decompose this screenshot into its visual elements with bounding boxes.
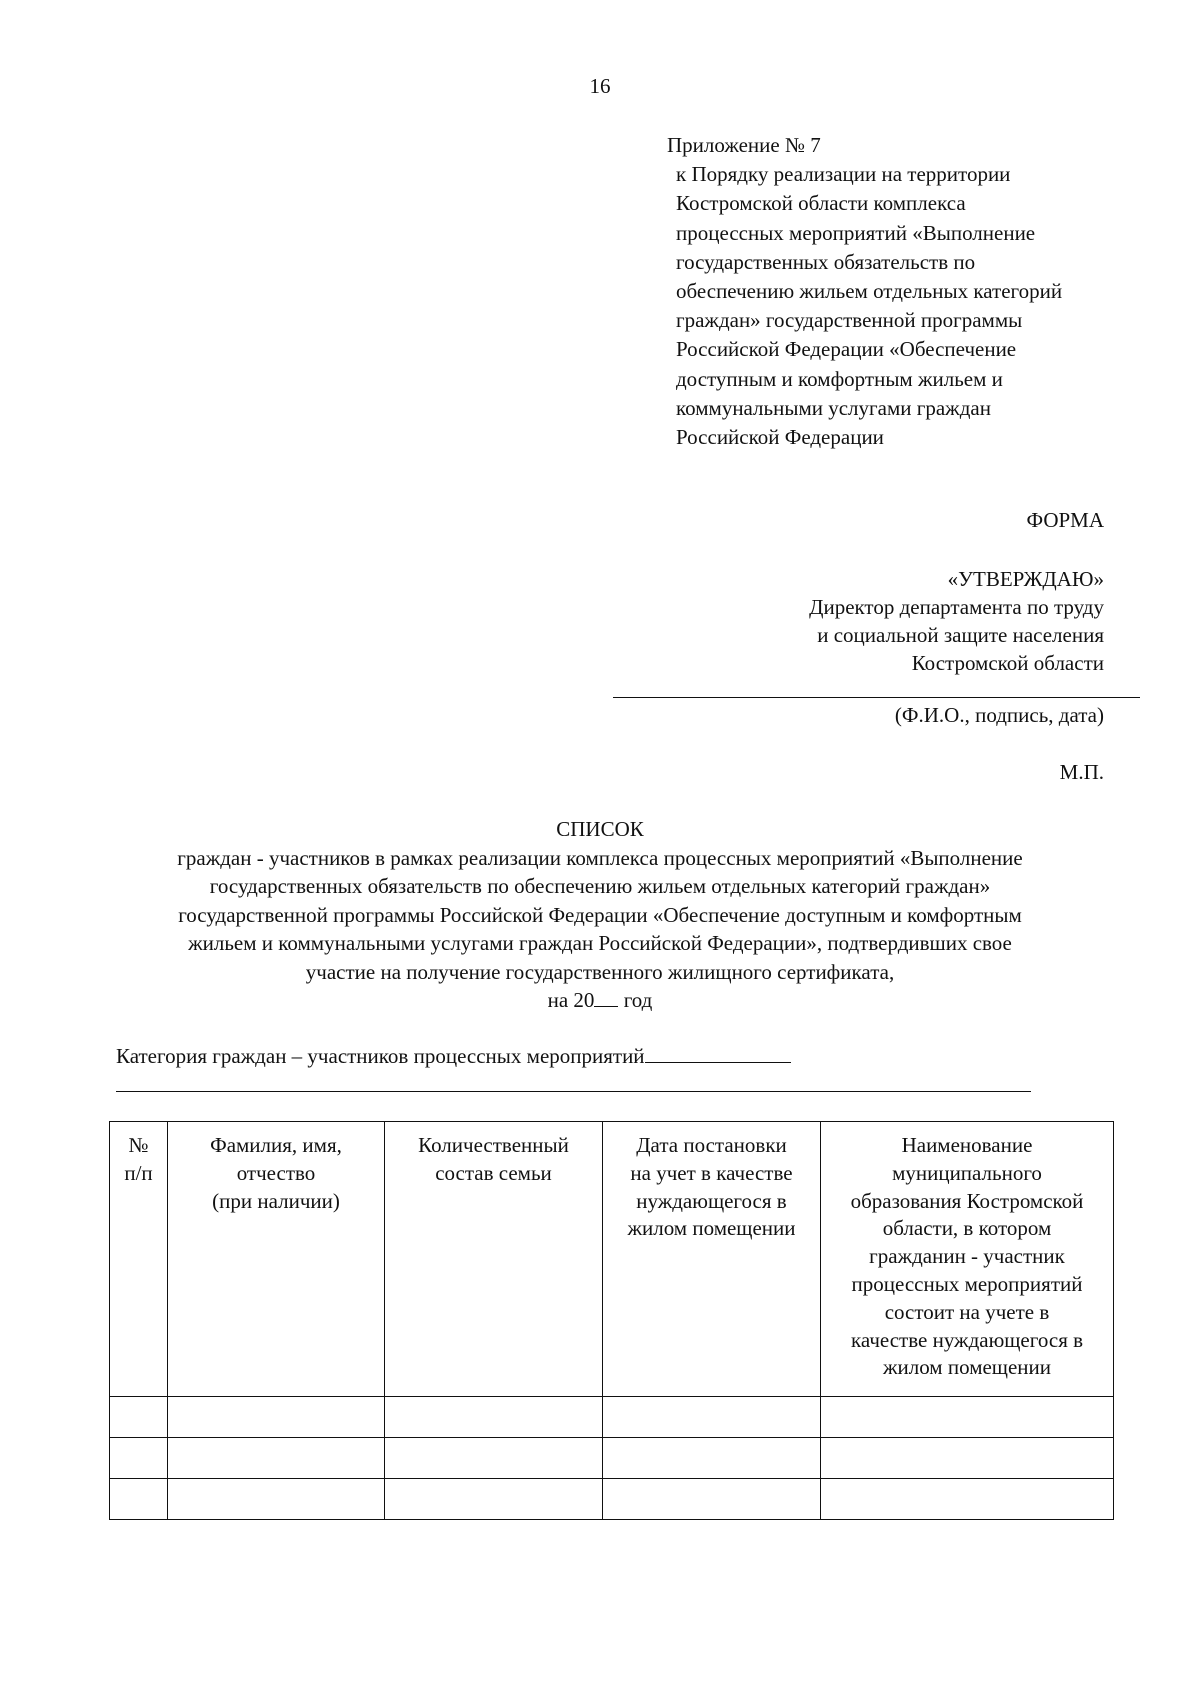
table-cell[interactable] (821, 1479, 1114, 1520)
list-line: граждан - участников в рамках реализации комплекса процессных мероприятий «Выполнение (177, 845, 1023, 870)
table-cell[interactable] (168, 1479, 385, 1520)
table-cell[interactable] (110, 1479, 168, 1520)
table-cell[interactable] (168, 1397, 385, 1438)
table-cell[interactable] (821, 1438, 1114, 1479)
page-number: 16 (589, 74, 611, 98)
table-cell[interactable] (821, 1397, 1114, 1438)
signature-line (613, 697, 1140, 698)
stamp-label: М.П. (1059, 760, 1104, 784)
appendix-title: Приложение № 7 (667, 133, 821, 157)
year-prefix: на 20 (547, 988, 595, 1012)
signature-caption: (Ф.И.О., подпись, дата) (894, 703, 1104, 727)
table-cell[interactable] (603, 1397, 821, 1438)
table-header-row (110, 1122, 1114, 1397)
table-body (110, 1397, 1114, 1520)
header-number: № п/п (110, 1122, 168, 1397)
approval-line: Костромской области (911, 651, 1104, 675)
table-cell[interactable] (385, 1397, 603, 1438)
approval-line: Директор департамента по труду (809, 595, 1104, 619)
appendix-line: граждан» государственной программы (676, 308, 1023, 333)
header-full-name: Фамилия, имя, отчество (при наличии) (168, 1122, 385, 1397)
table-cell[interactable] (168, 1438, 385, 1479)
table-cell[interactable] (603, 1438, 821, 1479)
category-line (116, 1091, 1031, 1092)
list-heading (0, 815, 1200, 1015)
list-line: жильем и коммунальными услугами граждан Российской Федерации», подтвердивших свое (188, 931, 1012, 955)
appendix-line: процессных мероприятий «Выполнение (676, 220, 1036, 245)
appendix-line: обеспечению жильем отдельных категорий (676, 279, 1063, 304)
list-title: СПИСОК (556, 817, 644, 841)
table-row (110, 1397, 1114, 1438)
table-row (110, 1438, 1114, 1479)
table-cell[interactable] (110, 1397, 168, 1438)
appendix-line: доступным и комфортным жильем и (676, 366, 1003, 391)
table-cell[interactable] (385, 1438, 603, 1479)
approval-block (809, 565, 1104, 677)
appendix-line: Российской Федерации «Обеспечение (676, 337, 1017, 362)
appendix-block (667, 131, 1063, 452)
list-year (0, 986, 1200, 1015)
year-blank (594, 990, 618, 1007)
form-label: ФОРМА (1026, 508, 1104, 532)
category-blank (645, 1044, 791, 1063)
appendix-line: государственных обязательств по (676, 249, 976, 274)
approval-title: «УТВЕРЖДАЮ» (947, 567, 1104, 591)
category-label: Категория граждан – участников процессных мероприятий (116, 1044, 645, 1068)
category-row (116, 1044, 791, 1069)
appendix-line: Костромской области комплекса (676, 191, 966, 216)
list-line: государственных обязательств по обеспечению жильем отдельных категорий граждан» (209, 874, 991, 898)
year-suffix: год (618, 988, 653, 1012)
list-line: участие на получение государственного жилищного сертификата, (305, 959, 895, 984)
appendix-line: к Порядку реализации на территории (676, 162, 1011, 187)
table-row (110, 1479, 1114, 1520)
appendix-line: Российской Федерации (676, 425, 884, 450)
header-municipality: Наименование муниципального образования Костромской области, в котором гражданин - участник процессных мероприятий состоит на учете в качестве нуждающегося в жилом помещении (821, 1122, 1114, 1397)
list-line: государственной программы Российской Федерации «Обеспечение доступным и комфортным (178, 902, 1022, 927)
header-registration-date: Дата постановки на учет в качестве нуждающегося в жилом помещении (603, 1122, 821, 1397)
citizens-table (109, 1121, 1114, 1520)
table-cell[interactable] (385, 1479, 603, 1520)
header-family-size: Количественный состав семьи (385, 1122, 603, 1397)
table-cell[interactable] (603, 1479, 821, 1520)
table-cell[interactable] (110, 1438, 168, 1479)
approval-line: и социальной защите населения (817, 623, 1104, 647)
appendix-line: коммунальными услугами граждан (676, 395, 991, 420)
